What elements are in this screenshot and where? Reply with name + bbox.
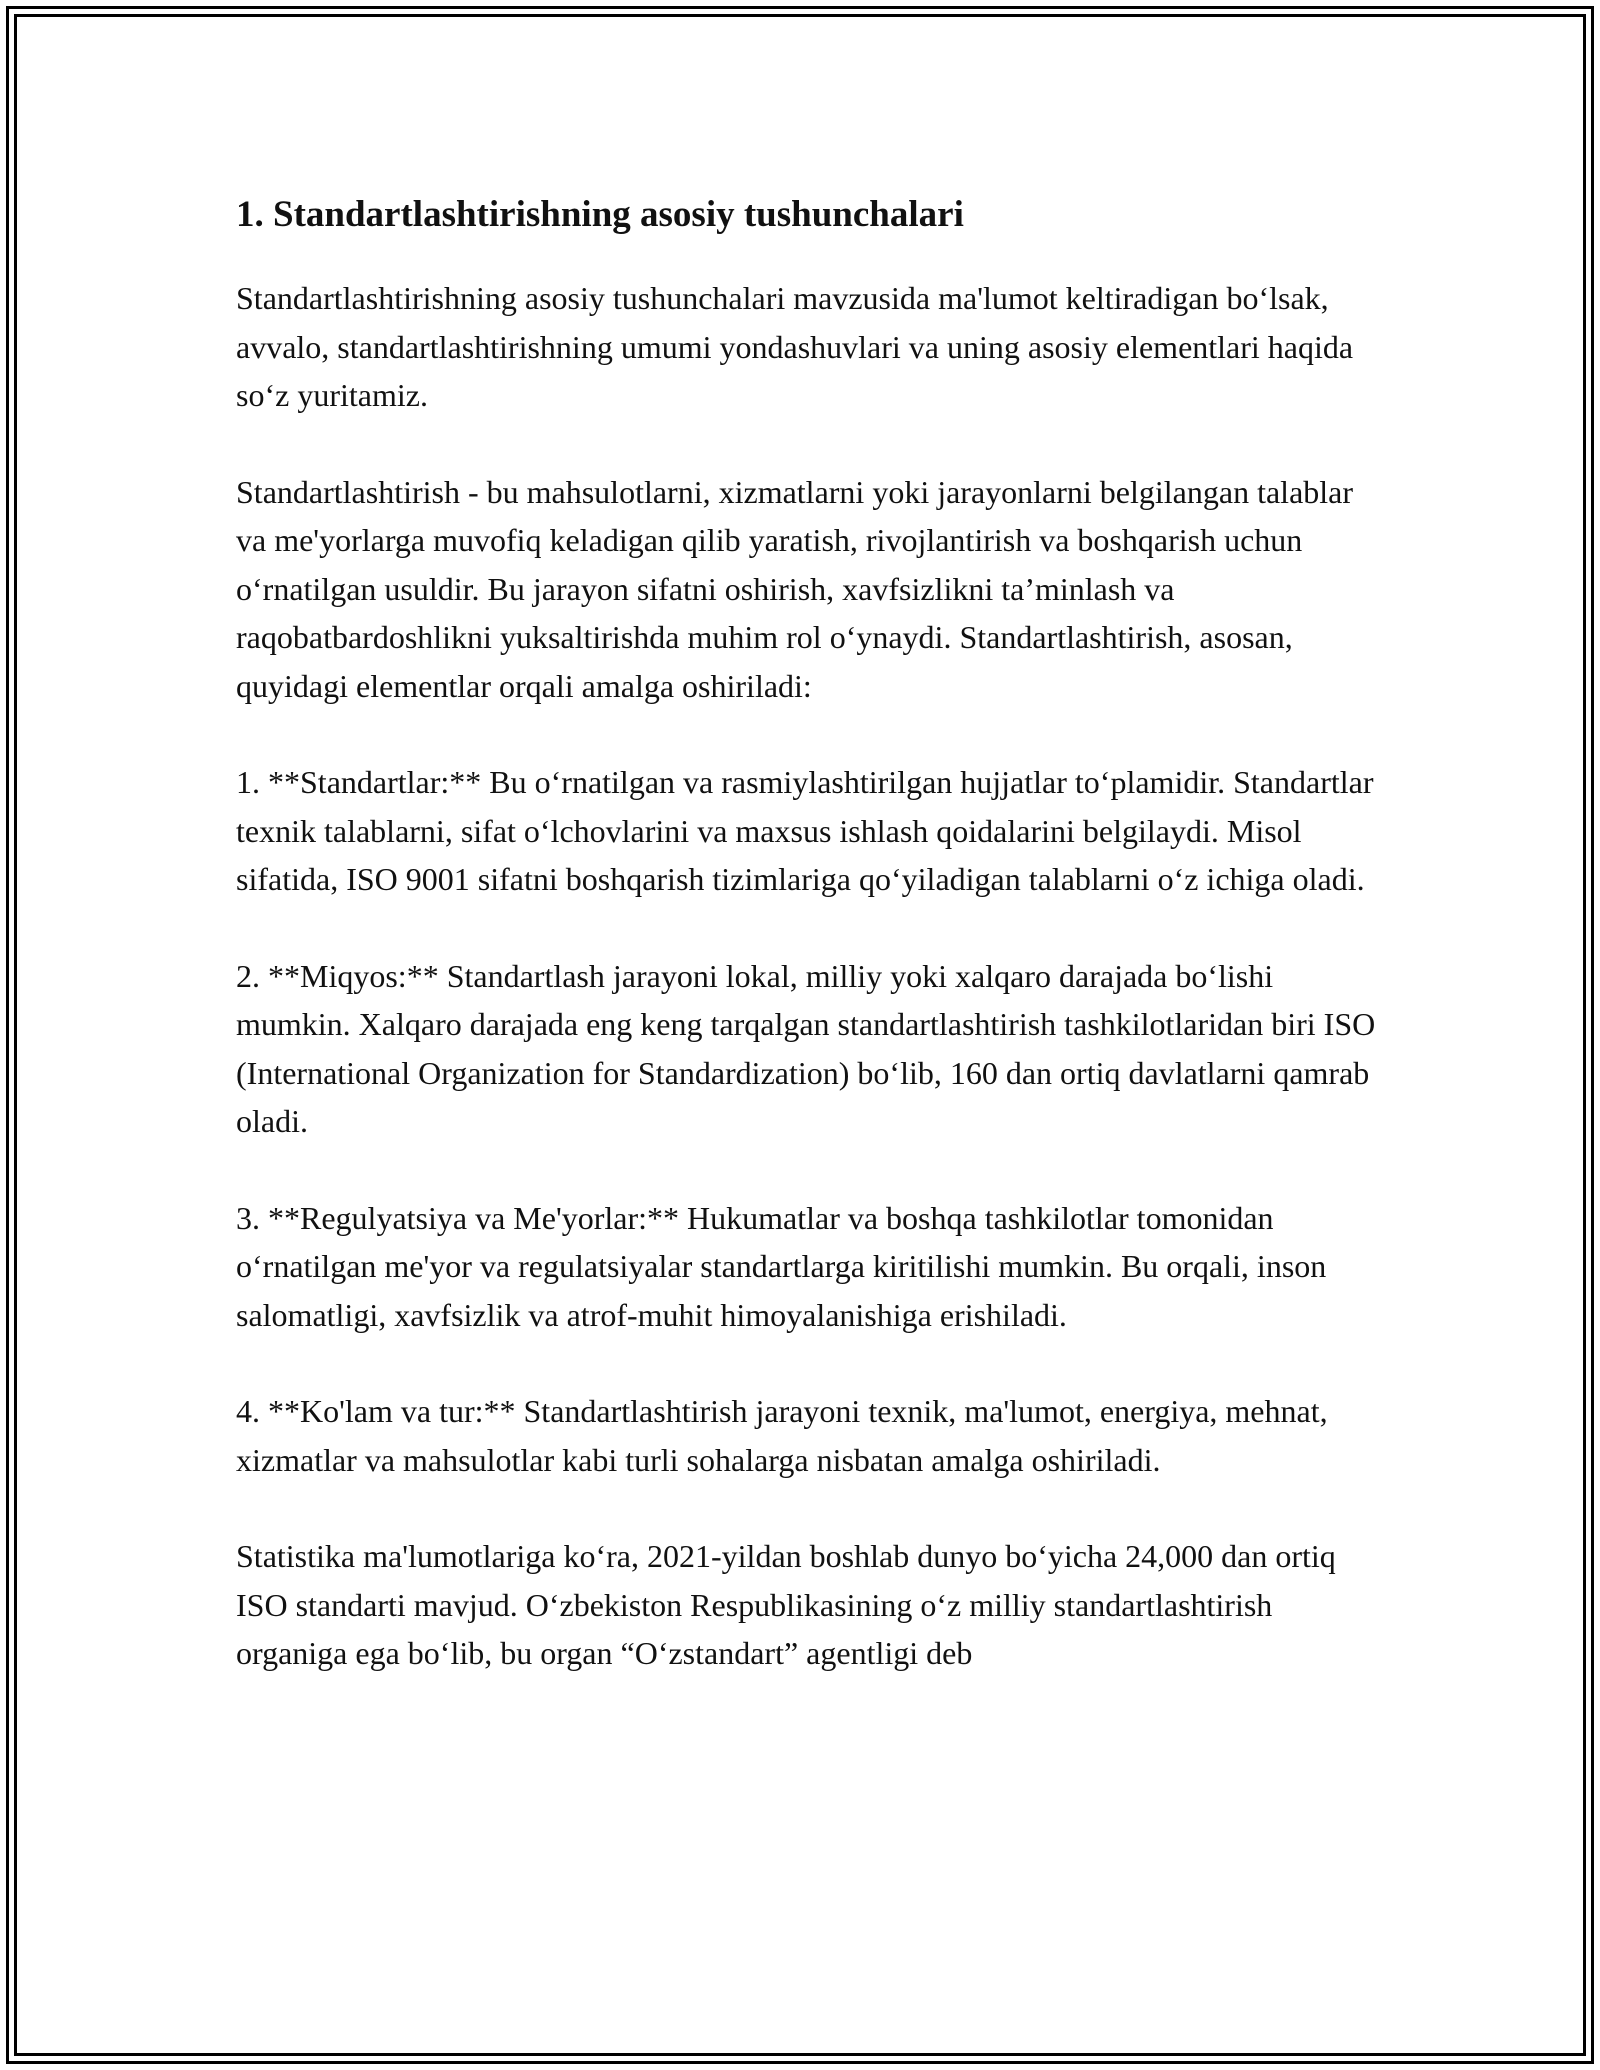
- section-heading: 1. Standartlashtirishning asosiy tushunchalari: [236, 194, 964, 235]
- document-body: [236, 186, 1376, 1678]
- paragraph-item-regulation: 3. **Regulyatsiya va Me'yorlar:** Hukumatlar va boshqa tashkilotlar tomonidan o‘rnatilgan me'yor va regulatsiyalar standartlarga kiritilishi mumkin. Bu orqali, inson salomatligi, xavfsizlik va atrof-muhit himoyalanishiga erishiladi.: [236, 1199, 1327, 1333]
- paragraph-statistics: Statistika ma'lumotlariga ko‘ra, 2021-yildan boshlab dunyo bo‘yicha 24,000 dan ortiq ISO standarti mavjud. O‘zbekiston Respublikasining o‘z milliy standartlashtirish organiga ega bo‘lib, bu organ “O‘zstandart” agentligi deb: [236, 1538, 1336, 1671]
- paragraph-item-scope: 4. **Ko'lam va tur:** Standartlashtirish jarayoni texnik, ma'lumot, energiya, mehnat, xizmatlar va mahsulotlar kabi turli sohalarga nisbatan amalga oshiriladi.: [236, 1393, 1328, 1478]
- paragraph-definition: Standartlashtirish - bu mahsulotlarni, xizmatlarni yoki jarayonlarni belgilangan talablar va me'yorlarga muvofiq keladigan qilib yaratish, rivojlantirish va boshqarish uchun o‘rnatilgan usuldir. Bu jarayon sifatni oshirish, xavfsizlikni ta’minlash va raqobatbardoshlikni yuksaltirishda muhim rol o‘ynaydi. Standartlashtirish, asosan, quyidagi elementlar orqali amalga oshiriladi:: [236, 473, 1354, 704]
- paragraph-item-standards: 1. **Standartlar:** Bu o‘rnatilgan va rasmiylashtirilgan hujjatlar to‘plamidir. Standartlar texnik talablarni, sifat o‘lchovlarini va maxsus ishlash qoidalarini belgilaydi. Misol sifatida, ISO 9001 sifatni boshqarish tizimlariga qo‘yiladigan talablarni o‘z ichiga oladi.: [236, 764, 1374, 897]
- paragraph-item-scale: 2. **Miqyos:** Standartlash jarayoni lokal, milliy yoki xalqaro darajada bo‘lishi mumkin. Xalqaro darajada eng keng tarqalgan standartlashtirish tashkilotlaridan biri ISO (International Organization for Standardization) bo‘lib, 160 dan ortiq davlatlarni qamrab oladi.: [236, 957, 1376, 1139]
- paragraph-intro: Standartlashtirishning asosiy tushunchalari mavzusida ma'lumot keltiradigan bo‘lsak, avvalo, standartlashtirishning umumi yondashuvlari va uning asosiy elementlari haqida so‘z yuritamiz.: [236, 280, 1354, 413]
